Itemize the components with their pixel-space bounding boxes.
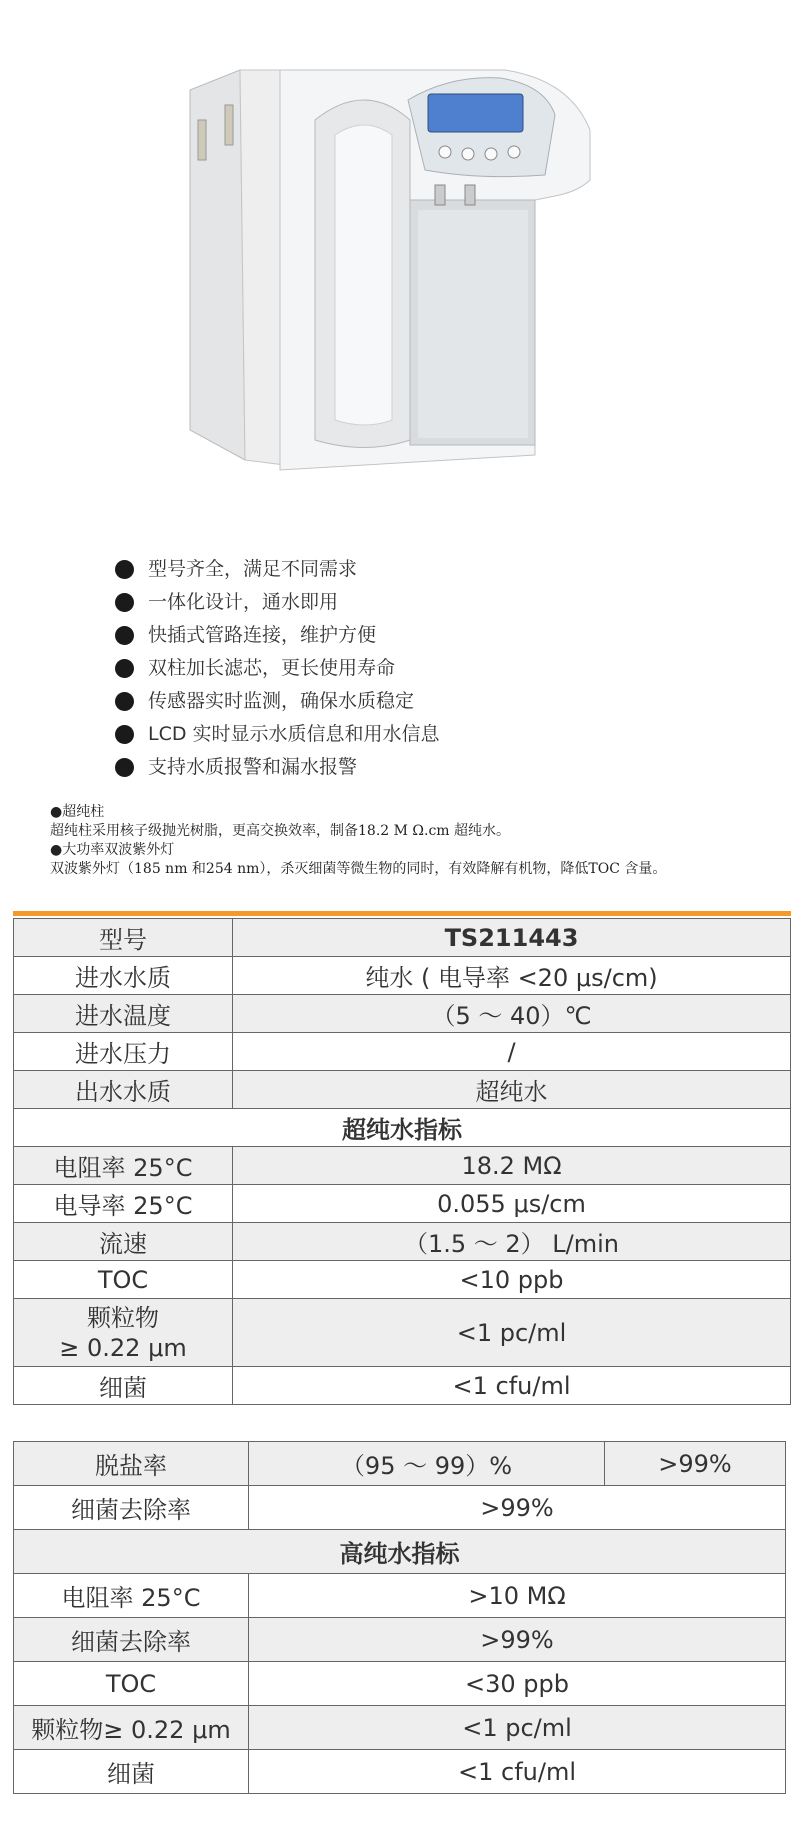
bullet-icon bbox=[115, 626, 134, 645]
table-row bbox=[14, 1750, 786, 1794]
notes-section bbox=[50, 803, 666, 879]
flow-value: （1.5 ～ 2） L/min bbox=[233, 1223, 791, 1261]
bullet-icon bbox=[115, 659, 134, 678]
feature-item: LCD 实时显示水质信息和用水信息 bbox=[115, 718, 440, 751]
outlet-quality-label: 出水水质 bbox=[14, 1071, 233, 1109]
bacteria-label: 细菌 bbox=[14, 1367, 233, 1405]
feature-item: 快插式管路连接，维护方便 bbox=[115, 619, 440, 652]
bullet-icon bbox=[115, 593, 134, 612]
bacteria-removal-value: >99% bbox=[249, 1486, 786, 1530]
table-row bbox=[14, 1033, 791, 1071]
bullet-icon bbox=[115, 758, 134, 777]
model-value: TS211443 bbox=[233, 919, 791, 957]
table-row bbox=[14, 1367, 791, 1405]
resistivity-value: >10 MΩ bbox=[249, 1574, 786, 1618]
inlet-temp-value: （5 ～ 40）℃ bbox=[233, 995, 791, 1033]
ultrapure-column-title: ●超纯柱 bbox=[50, 804, 105, 820]
table-row bbox=[14, 1109, 791, 1147]
table-row bbox=[14, 1574, 786, 1618]
outlet-quality-value: 超纯水 bbox=[233, 1071, 791, 1109]
uv-lamp-title: ●大功率双波紫外灯 bbox=[50, 842, 175, 858]
table-row bbox=[14, 1299, 791, 1367]
toc-label: TOC bbox=[14, 1662, 249, 1706]
bacteria-value: <1 cfu/ml bbox=[233, 1367, 791, 1405]
desalination-label: 脱盐率 bbox=[14, 1442, 249, 1486]
water-purifier-image bbox=[150, 60, 650, 520]
table-row bbox=[14, 1223, 791, 1261]
particle-label-line2: ≥ 0.22 μm bbox=[59, 1333, 187, 1362]
table-row bbox=[14, 957, 791, 995]
particle-value: <1 pc/ml bbox=[233, 1299, 791, 1367]
feature-item: 型号齐全，满足不同需求 bbox=[115, 553, 440, 586]
feature-list bbox=[115, 553, 440, 784]
toc-value: <10 ppb bbox=[233, 1261, 791, 1299]
feature-item: 双柱加长滤芯，更长使用寿命 bbox=[115, 652, 440, 685]
resistivity-label: 电阻率 25°C bbox=[14, 1574, 249, 1618]
inlet-quality-value: 纯水 ( 电导率 <20 μs/cm) bbox=[233, 957, 791, 995]
flow-label: 流速 bbox=[14, 1223, 233, 1261]
desalination-value-2: >99% bbox=[605, 1442, 786, 1486]
resistivity-label: 电阻率 25°C bbox=[14, 1147, 233, 1185]
particle-value: <1 pc/ml bbox=[249, 1706, 786, 1750]
table-row bbox=[14, 995, 791, 1033]
bullet-icon bbox=[115, 692, 134, 711]
feature-item: 一体化设计，通水即用 bbox=[115, 586, 440, 619]
bacteria-removal-label: 细菌去除率 bbox=[14, 1618, 249, 1662]
feature-item: 支持水质报警和漏水报警 bbox=[115, 751, 440, 784]
section-title: 高纯水指标 bbox=[14, 1530, 786, 1574]
resistivity-value: 18.2 MΩ bbox=[233, 1147, 791, 1185]
table-row bbox=[14, 1442, 786, 1486]
table-row bbox=[14, 1530, 786, 1574]
table-row bbox=[14, 1706, 786, 1750]
inlet-quality-label: 进水水质 bbox=[14, 957, 233, 995]
bacteria-removal-label: 细菌去除率 bbox=[14, 1486, 249, 1530]
table-row bbox=[14, 919, 791, 957]
inlet-pressure-label: 进水压力 bbox=[14, 1033, 233, 1071]
bacteria-value: <1 cfu/ml bbox=[249, 1750, 786, 1794]
particle-label: 颗粒物≥ 0.22 μm bbox=[14, 1706, 249, 1750]
particle-label bbox=[14, 1299, 233, 1367]
table-row bbox=[14, 1662, 786, 1706]
conductivity-label: 电导率 25°C bbox=[14, 1185, 233, 1223]
uv-lamp-desc: 双波紫外灯（185 nm 和254 nm），杀灭细菌等微生物的同时，有效降解有机物，降低TOC 含量。 bbox=[50, 861, 667, 877]
conductivity-value: 0.055 μs/cm bbox=[233, 1185, 791, 1223]
particle-label-line1: 颗粒物 bbox=[87, 1303, 159, 1332]
toc-value: <30 ppb bbox=[249, 1662, 786, 1706]
spec-table bbox=[13, 918, 791, 1405]
bacteria-removal-value: >99% bbox=[249, 1618, 786, 1662]
feature-item: 传感器实时监测，确保水质稳定 bbox=[115, 685, 440, 718]
inlet-temp-label: 进水温度 bbox=[14, 995, 233, 1033]
table-row bbox=[14, 1071, 791, 1109]
desalination-value-1: （95 ～ 99）% bbox=[249, 1442, 605, 1486]
section-title: 超纯水指标 bbox=[14, 1109, 791, 1147]
accent-bar bbox=[13, 911, 791, 916]
table-row bbox=[14, 1147, 791, 1185]
table-row bbox=[14, 1618, 786, 1662]
ultrapure-column-desc: 超纯柱采用核子级抛光树脂，更高交换效率，制备18.2 M Ω.cm 超纯水。 bbox=[50, 823, 511, 839]
table-row bbox=[14, 1185, 791, 1223]
spec-table-2 bbox=[13, 1441, 786, 1794]
bacteria-label: 细菌 bbox=[14, 1750, 249, 1794]
inlet-pressure-value: / bbox=[233, 1033, 791, 1071]
table-row bbox=[14, 1486, 786, 1530]
model-label: 型号 bbox=[14, 919, 233, 957]
toc-label: TOC bbox=[14, 1261, 233, 1299]
table-row bbox=[14, 1261, 791, 1299]
bullet-icon bbox=[115, 560, 134, 579]
bullet-icon bbox=[115, 725, 134, 744]
